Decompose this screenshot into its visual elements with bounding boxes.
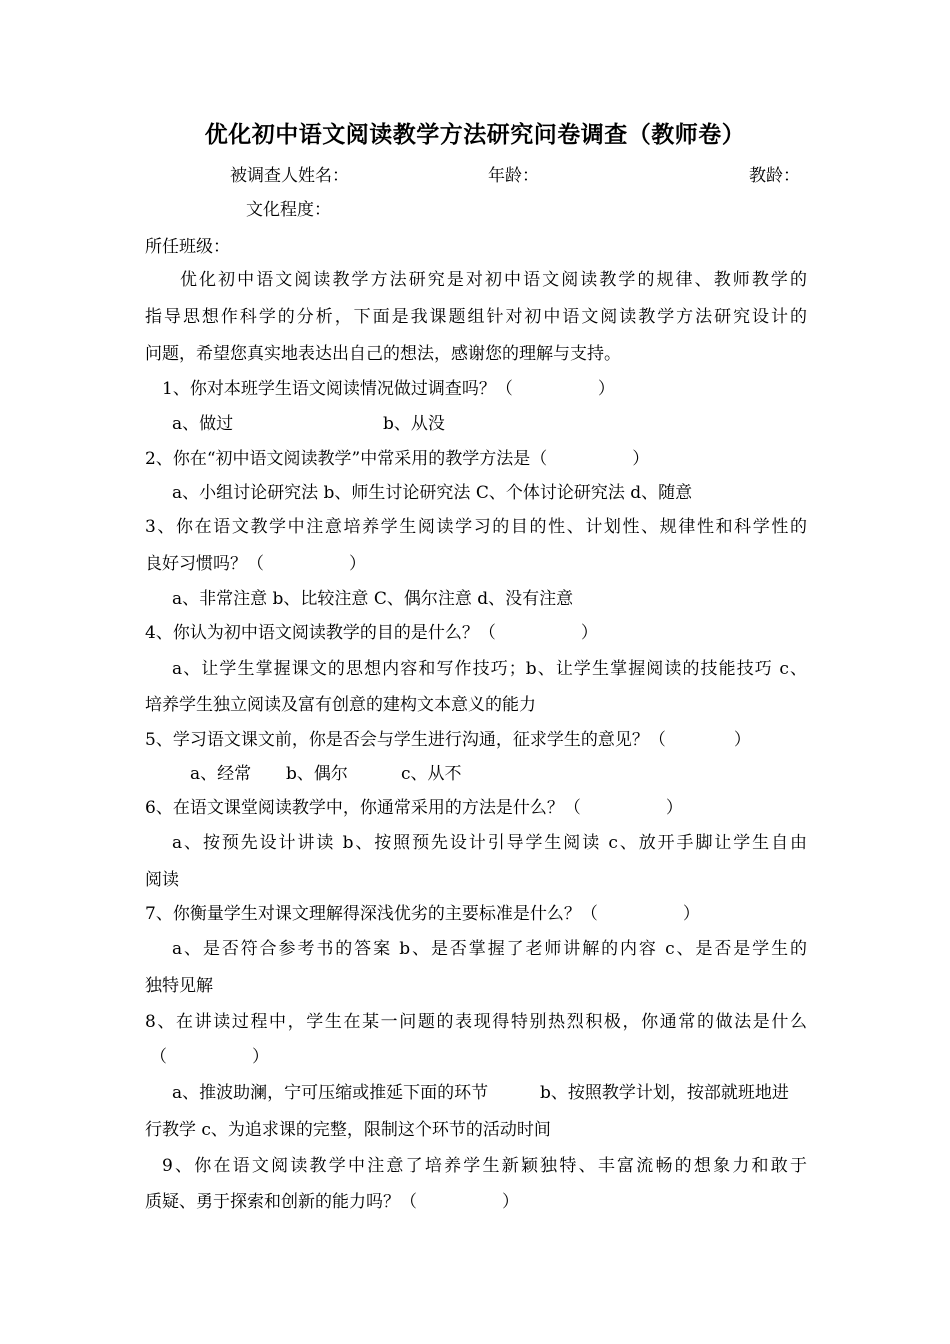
question-1-option-a: a、做过 (172, 414, 234, 434)
question-7-options-line-2: 独特见解 (145, 976, 213, 996)
question-5: 5、学习语文课文前，你是否会与学生进行沟通，征求学生的意见？（ ） (145, 730, 751, 750)
question-4-options-line-2: 培养学生独立阅读及富有创意的建构文本意义的能力 (145, 695, 536, 715)
question-1: 1、你对本班学生语文阅读情况做过调查吗？（ ） (162, 379, 615, 399)
field-age-label: 年龄： (488, 166, 539, 186)
question-6-options-line-2: 阅读 (145, 870, 179, 890)
question-6-options-line-1: a、按预先设计讲读 b、按照预先设计引导学生阅读 c、放开手脚让学生自由 (172, 833, 807, 853)
question-8-line-2: （ ） (150, 1047, 269, 1067)
question-9-line-1: 9、你在语文阅读教学中注意了培养学生新颖独特、丰富流畅的想象力和敢于 (162, 1156, 807, 1176)
question-3-options: a、非常注意 b、比较注意 C、偶尔注意 d、没有注意 (172, 589, 574, 609)
question-2-options: a、小组讨论研究法 b、师生讨论研究法 C、个体讨论研究法 d、随意 (172, 483, 693, 503)
field-education-label: 文化程度： (246, 200, 331, 220)
intro-line-1: 优化初中语文阅读教学方法研究是对初中语文阅读教学的规律、教师教学的 (180, 270, 807, 290)
intro-line-2: 指导思想作科学的分析，下面是我课题组针对初中语文阅读教学方法研究设计的 (145, 307, 807, 327)
question-7: 7、你衡量学生对课文理解得深浅优劣的主要标准是什么？（ ） (145, 904, 700, 924)
question-8-option-b: b、按照教学计划，按部就班地进 (540, 1083, 789, 1103)
document-title: 优化初中语文阅读教学方法研究问卷调查（教师卷） (204, 121, 746, 148)
question-2: 2、你在“初中语文阅读教学”中常采用的教学方法是（ ） (145, 449, 650, 469)
field-class-label: 所任班级： (145, 237, 230, 257)
question-8-option-a: a、推波助澜，宁可压缩或推延下面的环节 (172, 1083, 489, 1103)
question-6: 6、在语文课堂阅读教学中，你通常采用的方法是什么？（ ） (145, 798, 683, 818)
question-5-option-b: b、偶尔 (286, 764, 348, 784)
question-1-option-b: b、从没 (383, 414, 445, 434)
question-7-options-line-1: a、是否符合参考书的答案 b、是否掌握了老师讲解的内容 c、是否是学生的 (172, 939, 807, 959)
question-4-options-line-1: a、让学生掌握课文的思想内容和写作技巧；b、让学生掌握阅读的技能技巧 c、 (172, 659, 807, 679)
question-9-line-2: 质疑、勇于探索和创新的能力吗？（ ） (145, 1192, 519, 1212)
question-8-line-1: 8、在讲读过程中，学生在某一问题的表现得特别热烈积极，你通常的做法是什么 (145, 1012, 807, 1032)
question-5-option-c: c、从不 (401, 764, 462, 784)
field-teaching-age-label: 教龄： (749, 166, 800, 186)
question-8-options-line-2: 行教学 c、为追求课的完整，限制这个环节的活动时间 (145, 1120, 551, 1140)
question-3-line-1: 3、你在语文教学中注意培养学生阅读学习的目的性、计划性、规律性和科学性的 (145, 517, 807, 537)
question-3-line-2: 良好习惯吗？（ ） (145, 554, 366, 574)
intro-line-3: 问题，希望您真实地表达出自己的想法，感谢您的理解与支持。 (145, 344, 621, 364)
question-4: 4、你认为初中语文阅读教学的目的是什么？（ ） (145, 623, 598, 643)
question-5-option-a: a、经常 (190, 764, 252, 784)
field-name-label: 被调查人姓名： (230, 166, 349, 186)
